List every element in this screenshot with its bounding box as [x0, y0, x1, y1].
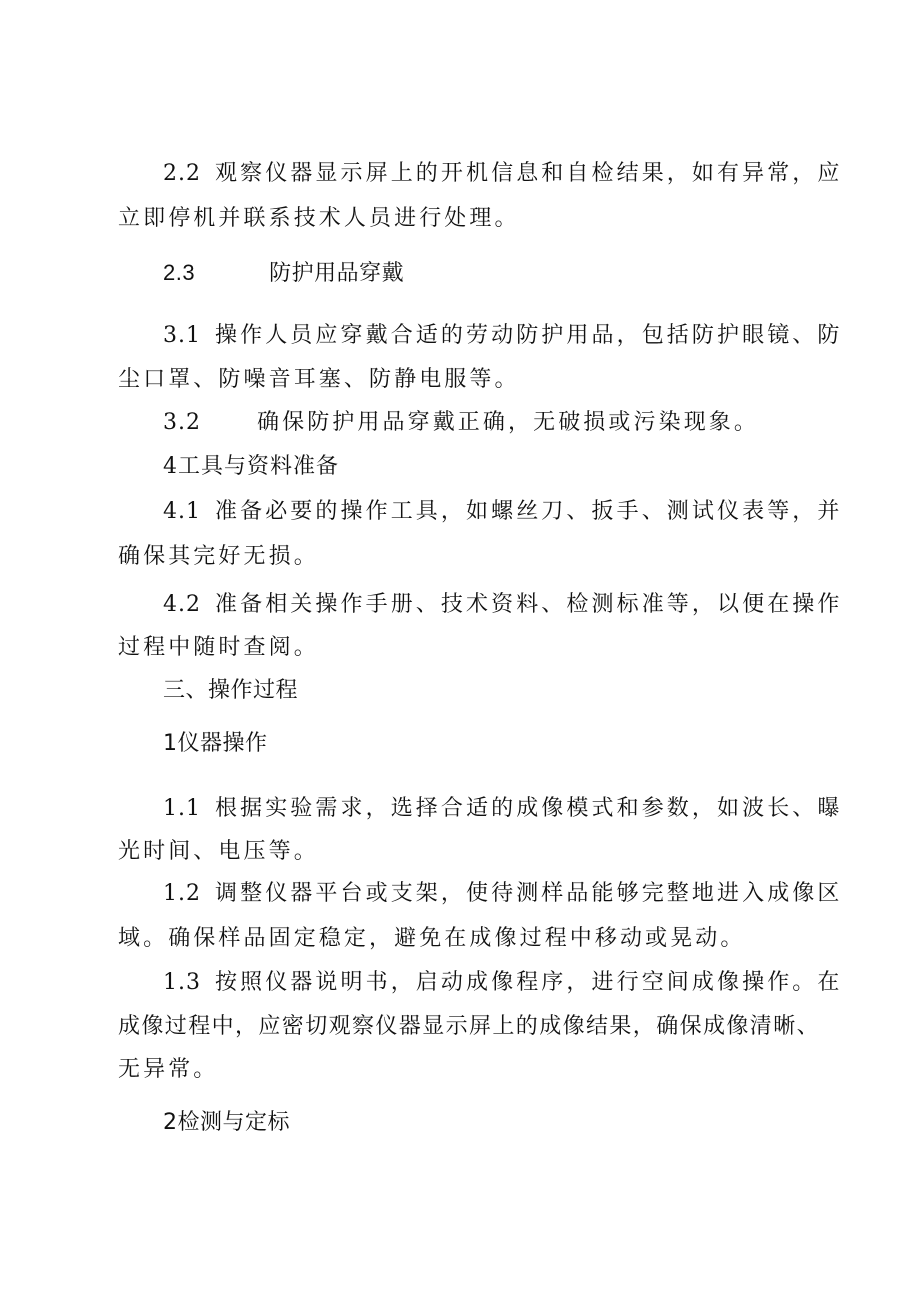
paragraph-2-2-line-1 — [163, 160, 843, 188]
paragraph-text: 准备相关操作手册、技术资料、检测标准等，以便在操作 — [215, 592, 843, 617]
paragraph-1-3-line-2: 成像过程中，应密切观察仪器显示屏上的成像结果，确保成像清晰、 — [118, 1014, 821, 1039]
item-number: 3.2 — [163, 410, 201, 435]
paragraph-4-1-line-2: 确保其完好无损。 — [118, 544, 319, 569]
heading-2-detection: 2检测与定标 — [163, 1110, 290, 1135]
paragraph-4-1-line-1 — [163, 498, 843, 526]
paragraph-text: 确保防护用品穿戴正确，无破损或污染现象。 — [257, 410, 760, 435]
item-number: 1.1 — [163, 796, 201, 821]
heading-4: 4工具与资料准备 — [163, 454, 339, 479]
paragraph-text: 根据实验需求，选择合适的成像模式和参数，如波长、曝 — [215, 796, 843, 821]
paragraph-3-1-line-2: 尘口罩、防噪音耳塞、防静电服等。 — [118, 367, 520, 392]
paragraph-text: 按照仪器说明书，启动成像程序，进行空间成像操作。在 — [215, 970, 843, 995]
paragraph-text: 准备必要的操作工具，如螺丝刀、扳手、测试仪表等，并 — [215, 499, 843, 524]
paragraph-1-2-line-2: 域。确保样品固定稳定，避免在成像过程中移动或晃动。 — [118, 926, 746, 951]
paragraph-1-3-line-1 — [163, 969, 843, 997]
paragraph-1-1-line-1 — [163, 795, 843, 823]
heading-text: 防护用品穿戴 — [269, 261, 405, 286]
item-number: 2.2 — [163, 161, 201, 186]
heading-2-3 — [163, 259, 404, 288]
paragraph-text: 观察仪器显示屏上的开机信息和自检结果，如有异常，应 — [215, 161, 843, 186]
item-number: 1.3 — [163, 970, 201, 995]
paragraph-1-2-line-1 — [163, 880, 843, 908]
item-number: 4.1 — [163, 499, 201, 524]
heading-1-instrument: 1仪器操作 — [163, 731, 268, 756]
paragraph-4-2-line-1 — [163, 591, 843, 619]
heading-number: 2.3 — [163, 260, 196, 285]
item-number: 3.1 — [163, 323, 201, 348]
paragraph-4-2-line-2: 过程中随时查阅。 — [118, 635, 319, 660]
item-number: 1.2 — [163, 881, 201, 906]
paragraph-1-3-line-3: 无异常。 — [118, 1057, 219, 1082]
item-number: 4.2 — [163, 592, 201, 617]
paragraph-3-2 — [163, 409, 759, 437]
section-heading-3: 三、操作过程 — [163, 678, 299, 703]
paragraph-3-1-line-1 — [163, 322, 843, 350]
paragraph-text: 操作人员应穿戴合适的劳动防护用品，包括防护眼镜、防 — [215, 323, 843, 348]
paragraph-text: 调整仪器平台或支架，使待测样品能够完整地进入成像区 — [215, 881, 843, 906]
paragraph-1-1-line-2: 光时间、电压等。 — [118, 839, 319, 864]
paragraph-2-2-line-2: 立即停机并联系技术人员进行处理。 — [118, 206, 520, 231]
